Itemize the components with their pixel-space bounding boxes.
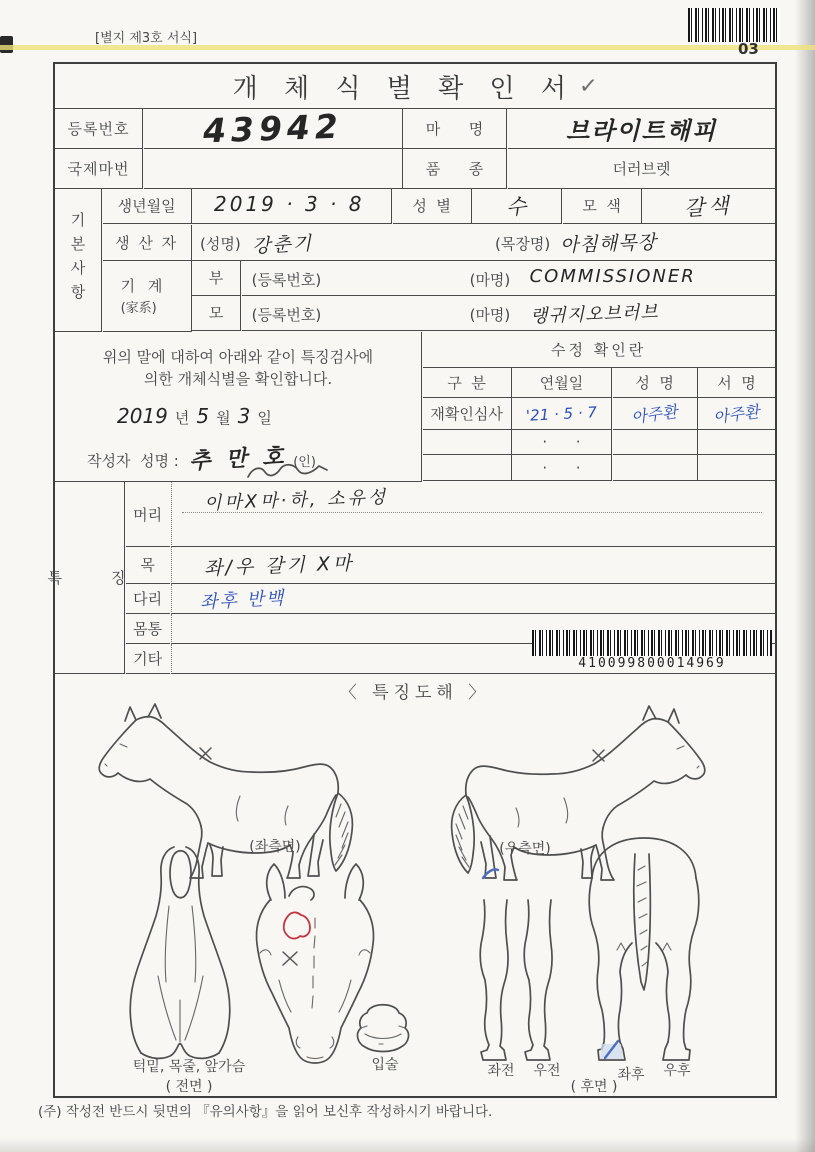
revision-row2-sign <box>698 430 775 455</box>
front-left-leg-label: 좌전 <box>487 1063 515 1079</box>
pedigree-label-cell: 기 계 (家系) <box>103 261 192 332</box>
reg-no-label: 등록번호 <box>55 108 143 149</box>
revision-header-name: 성 명 <box>613 368 698 398</box>
title-row <box>55 64 775 109</box>
sire-label: 부 <box>192 261 241 296</box>
features-section-label: 특 징 <box>47 569 132 587</box>
form-title: 개 체 식 별 확 인 서 <box>232 73 575 104</box>
diagram-section <box>55 674 775 1096</box>
statement-line1: 위의 말에 대하여 아래와 같이 특징검사에 <box>102 348 374 366</box>
revision-row3-name <box>613 455 698 481</box>
breed-label: 품 종 <box>403 149 507 189</box>
hind-right-leg-label: 우후 <box>663 1063 691 1079</box>
breeder-value-row <box>192 225 775 261</box>
diagram-title: 〈 특징도해 〉 <box>339 683 491 703</box>
features-section-cell <box>47 482 132 674</box>
feature-head-label: 머리 <box>126 482 170 547</box>
page-number: 03 <box>738 40 759 58</box>
scan-bottom-shadow <box>0 1138 815 1152</box>
red-star-marking <box>284 912 310 938</box>
revision-header-date: 연월일 <box>512 368 612 398</box>
revision-row2-name <box>613 430 698 455</box>
feature-etc-label: 기타 <box>126 644 170 674</box>
dam-label: 모 <box>192 296 241 331</box>
feature-legs-label: 다리 <box>126 584 170 614</box>
revision-title: 수정 확인란 <box>423 332 775 368</box>
feature-body-label: 몸통 <box>126 614 170 644</box>
dam-name-value: 랭귀지오브러브 <box>529 301 659 327</box>
intl-no-label: 국제마번 <box>55 149 143 189</box>
sire-regno-label: (등록번호) <box>251 270 322 289</box>
confirmation-date: 2019 년 5 월 3 일 <box>117 404 272 428</box>
sex-value: 수 <box>472 188 562 224</box>
coat-label: 모 색 <box>563 188 642 224</box>
horse-face-front-diagram <box>257 864 374 1063</box>
horse-name-label: 마 명 <box>403 108 507 149</box>
date-month: 5 <box>196 404 210 428</box>
scan-edge-shadow <box>795 0 815 1152</box>
feature-head-value: 이마X마·하, 소유성 <box>203 486 389 515</box>
revision-row3-date: · · <box>512 455 612 481</box>
feature-head-value-cell <box>171 482 776 547</box>
revision-row2-date: · · <box>512 430 612 455</box>
neck-chest-front-diagram <box>130 847 230 1058</box>
dam-row <box>242 296 775 331</box>
breeder-name-label: (성명) <box>200 234 241 253</box>
rear-view-label: ( 후면 ) <box>570 1079 618 1095</box>
statement-line2: 의한 개체식별을 확인합니다. <box>143 370 333 388</box>
revision-row1-date: '21 · 5 · 7 <box>512 398 612 430</box>
date-year: 2019 <box>117 404 168 428</box>
page-barcode-icon <box>688 8 780 42</box>
dam-name-label: (마명) <box>469 305 511 324</box>
breed-value: 더러브렛 <box>508 149 775 189</box>
author-label: 작성자 성명 : <box>87 452 179 470</box>
pedigree-hanja-label: (家系) <box>120 300 157 316</box>
signature-flourish-icon <box>245 462 331 482</box>
whorl-x-mark <box>283 952 297 965</box>
birth-label: 생년월일 <box>103 188 192 224</box>
left-side-label: (좌측면) <box>249 839 301 855</box>
sire-name-label: (마명) <box>469 270 511 289</box>
sex-label: 성 별 <box>393 188 472 224</box>
revision-row2-type <box>423 430 512 455</box>
basic-info-section-label: 기본사항 <box>68 211 87 308</box>
horse-rear-view-diagram <box>589 838 699 1060</box>
front-legs-diagram <box>480 900 552 1060</box>
lips-label: 입술 <box>371 1057 399 1073</box>
breeder-name-value: 강춘기 <box>251 232 314 258</box>
farm-value: 아침해목장 <box>559 230 658 257</box>
sire-row <box>242 261 775 296</box>
confirmation-statement-cell <box>55 332 422 482</box>
feature-neck-value-cell <box>171 547 776 584</box>
horse-name-value: 브라이트해피 <box>508 108 775 149</box>
breeder-label: 생 산 자 <box>103 225 192 261</box>
form-reference: [별지 제3호 서식] <box>95 31 198 46</box>
farm-label: (목장명) <box>495 234 551 253</box>
feature-barcode-number: 410099800014969 <box>532 656 772 671</box>
revision-row1-name: 아주환 <box>613 398 698 430</box>
author-name-signature: 추 만 호 <box>188 444 284 475</box>
feature-neck-label: 목 <box>126 547 170 584</box>
footer-note: (주) 작성전 반드시 뒷면의 『유의사항』을 읽어 보신후 작성하시기 바랍니다. <box>38 1104 493 1120</box>
revision-header-type: 구 분 <box>423 368 512 398</box>
revision-row1-type: 재확인심사 <box>423 398 512 430</box>
coat-value: 갈색 <box>642 188 775 224</box>
front-right-leg-label: 우전 <box>533 1063 561 1079</box>
intl-no-value <box>144 149 403 189</box>
right-side-label: (우측면) <box>499 841 551 857</box>
feature-legs-value-cell <box>171 584 776 614</box>
feature-legs-value: 좌후 반백 <box>199 587 286 613</box>
birth-value: 2019 · 3 · 8 <box>192 188 392 224</box>
sire-name-value: COMMISSIONER <box>529 265 696 287</box>
seal-placeholder: (인) <box>293 455 316 470</box>
feature-neck-value: 좌/우 갈기 X마 <box>203 551 355 580</box>
feature-barcode-icon <box>532 630 772 656</box>
reg-no-value: 43942 <box>144 108 403 149</box>
revision-row1-sign: 아주환 <box>698 398 775 430</box>
handwritten-check-icon: ✓ <box>578 72 599 100</box>
horse-diagrams-svg <box>55 674 775 1096</box>
lips-diagram <box>358 1005 409 1052</box>
date-day: 3 <box>237 404 251 428</box>
hind-left-leg-label: 좌후 <box>617 1067 645 1083</box>
form-border <box>47 62 777 1098</box>
dam-regno-label: (등록번호) <box>251 305 322 324</box>
front-view-sublabel: ( 전면 ) <box>165 1079 213 1095</box>
front-view-label: 턱밑, 목줄, 앞가슴 <box>132 1059 246 1075</box>
revision-header-sign: 서 명 <box>698 368 775 398</box>
revision-row3-sign <box>698 455 775 481</box>
blue-hoof-mark-fill <box>600 1044 623 1059</box>
basic-info-section-cell <box>55 188 102 332</box>
revision-row3-type <box>423 455 512 481</box>
